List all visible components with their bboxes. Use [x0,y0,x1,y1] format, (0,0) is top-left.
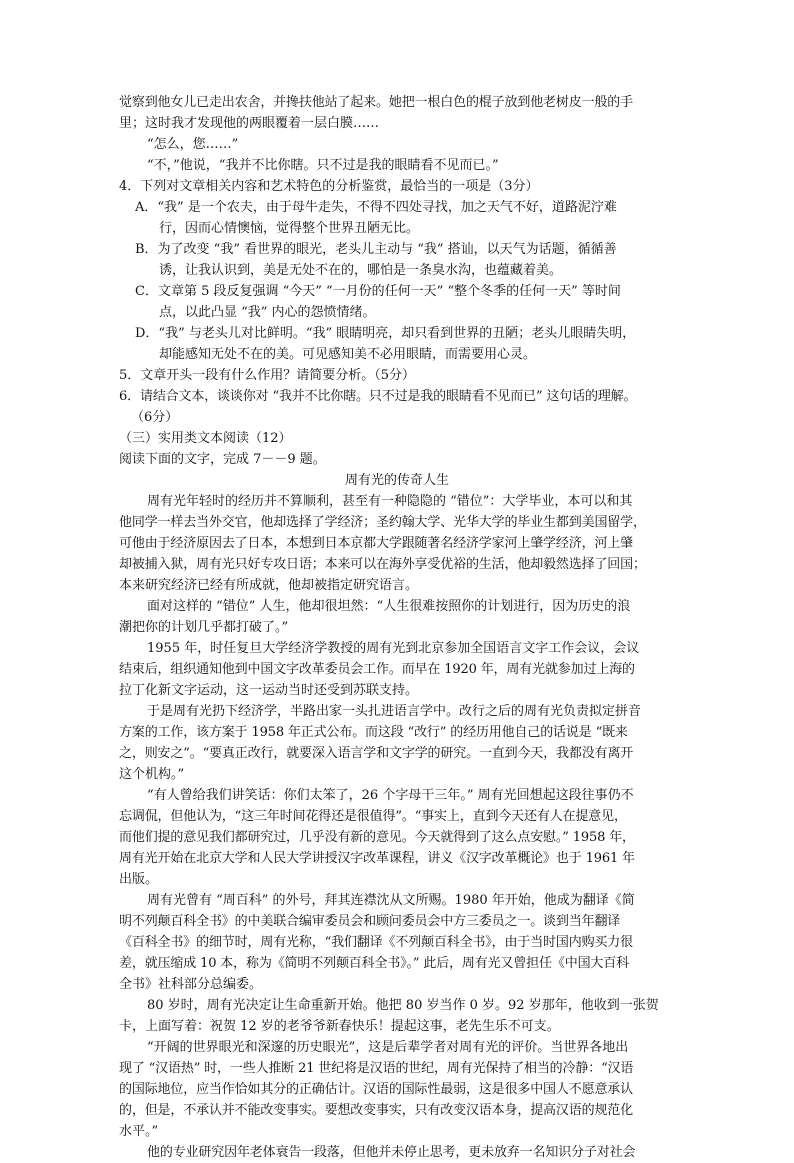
article-title: 周有光的传奇人生 [344,473,449,488]
article-line: 却被捕入狱，周有光只好专攻日语；本来可以在海外享受优裕的生活，他却毅然选择了回国； [119,557,646,572]
article-line: 周有光年轻时的经历并不算顺利，甚至有一种隐隐的 “错位”：大学毕业，本可以和其 [147,494,633,509]
article-line: 1955 年，时任复旦大学经济学教授的周有光到北京参加全国语言文字工作会议，会议 [147,641,640,656]
article-line: 而他们提的意见我们都研究过，几乎没有新的意见。今天就得到了这么点安慰。” 1958 年， [119,830,635,845]
question-4-option-c-cont: 点，以此凸显 “我” 内心的怨愤情绪。 [159,305,376,320]
article-line: 面对这样的 “错位” 人生，他却很坦然：“人生很难按照你的计划进行，因为历史的浪 [147,599,631,614]
article-line: 他的专业研究因年老体衰告一段落，但他并未停止思考，更未放弃一名知识分子对社会 [147,1145,636,1160]
article-line: 80 岁时，周有光决定让生命重新开始。他把 80 岁当作 0 岁。92 岁那年，他收到一张贺 [147,998,659,1013]
question-6: 6．请结合文本，谈谈你对 “我并不比你瞎。只不过是我的眼睛看不见而已” 这句话的理解。 [119,389,637,404]
article-line: 水平。” [119,1124,159,1139]
article-line: 全书》社科部分总编委。 [119,977,263,992]
page-content [119,92,675,1163]
question-4-option-c: C．文章第 5 段反复强调 “今天” “一月份的任何一天” “整个冬季的任何一天” 等时间 [135,284,621,299]
article-line: 《百科全书》的细节时，周有光称，“我们翻译《不列颠百科全书》，由于当时国内购买力很 [119,935,633,950]
question-4-option-d-cont: 却能感知无处不在的美。可见感知美不必用眼睛，而需要用心灵。 [159,347,537,362]
article-line: “开阔的世界眼光和深邃的历史眼光”，这是后辈学者对周有光的评价。当世界各地出 [147,1040,629,1055]
dialogue-line: “怎么，您……” [147,137,239,152]
article-line: 现了 “汉语热” 时，一些人推断 21 世纪将是汉语的世纪，周有光保持了相当的冷静：“汉语 [119,1061,634,1076]
article-line: 潮把你的计划几乎都打破了。” [119,620,289,635]
question-4-option-d: D．“我” 与老头儿对比鲜明。“我” 眼睛明亮，却只看到世界的丑陋；老头儿眼睛失明， [135,326,636,341]
article-line: 于是周有光扔下经济学，半路出家一头扎进语言学中。改行之后的周有光负责拟定拼音 [147,704,642,719]
article-line: 结束后，组织通知他到中国文字改革委员会工作。而早在 1920 年，周有光就参加过上海的 [119,662,635,677]
article-line: 之，则安之”。“要真正改行，就要深入语言学和文字学的研究。一直到今天，我都没有离开 [119,746,634,761]
article-line: 差，就压缩成 10 本，称为《简明不列颠百科全书》。” 此后，周有光又曾担任《中国大百科 [119,956,629,971]
article-line: 卡，上面写着：祝贺 12 岁的老爷爷新春快乐！提起这事，老先生乐不可支。 [119,1019,560,1034]
question-4-option-a: A．“我” 是一个农夫，由于母牛走失，不得不四处寻找，加之天气不好，道路泥泞难 [135,200,617,215]
question-4-stem: 4．下列对文章相关内容和艺术特色的分析鉴赏，最恰当的一项是（3分） [119,179,539,194]
article-line: 他同学一样去当外交官，他却选择了学经济；圣约翰大学、光华大学的毕业生都到美国留学， [119,515,646,530]
question-4-option-b-cont: 诱，让我认识到，美是无处不在的，哪怕是一条臭水沟，也蕴藏着美。 [159,263,563,278]
article-line: 周有光曾有 “周百科” 的外号，拜其连襟沈从文所赐。1980 年开始，他成为翻译《简 [147,893,635,908]
article-line: 的国际地位，应当作恰如其分的正确估计。汉语的国际性最弱，这是很多中国人不愿意承认 [119,1082,634,1097]
question-4-option-a-cont: 行，因而心情懊恼，觉得整个世界丑陋无比。 [159,221,420,236]
article-line: 忘调侃，但他认为，“这三年时间花得还是很值得”。“事实上，直到今天还有人在提意见， [119,809,627,824]
section-instruction: 阅读下面的文字，完成 7－－9 题。 [119,452,326,467]
article-line: 这个机构。” [119,767,185,782]
article-line: 的，但是，不承认并不能改变事实。要想改变事实，只有改变汉语本身，提高汉语的规范化 [119,1103,634,1118]
article-line: 拉丁化新文字运动，这一运动当时还受到苏联支持。 [119,683,419,698]
article-line: 可他由于经济原因去了日本，本想到日本京都大学跟随著名经济学家河上肇学经济，河上肇 [119,536,634,551]
article-line: 出版。 [119,872,159,887]
article-line: 本来研究经济已经有所成就，他却被指定研究语言。 [119,578,419,593]
passage-tail-line: 里；这时我才发现他的两眼覆着一层白膜…… [119,116,380,131]
article-line: 明不列颠百科全书》的中美联合编审委员会和顾问委员会中方三委员之一。谈到当年翻译 [119,914,621,929]
question-5: 5．文章开头一段有什么作用？请简要分析。（5分） [119,368,416,383]
dialogue-line: “不，”他说，“我并不比你瞎。只不过是我的眼睛看不见而已。” [147,158,499,173]
passage-tail-line: 觉察到他女儿已走出农舍，并搀扶他站了起来。她把一根白色的棍子放到他老树皮一般的手 [119,95,634,110]
article-line: “有人曾给我们讲笑话：你们太笨了，26 个字母干三年。” 周有光回想起这段往事仍不 [147,788,634,803]
question-6-score: （6分） [131,410,179,425]
question-4-option-b: B．为了改变 “我” 看世界的眼光，老头儿主动与 “我” 搭讪，以天气为话题，循循善 [135,242,617,257]
article-line: 周有光开始在北京大学和人民大学讲授汉字改革课程，讲义《汉字改革概论》也于 1961 年 [119,851,635,866]
section-heading: （三）实用类文本阅读（12） [119,431,292,446]
article-line: 方案的工作，该方案于 1958 年正式公布。而这段 “改行” 的经历用他自己的话说是 “既来 [119,725,628,740]
